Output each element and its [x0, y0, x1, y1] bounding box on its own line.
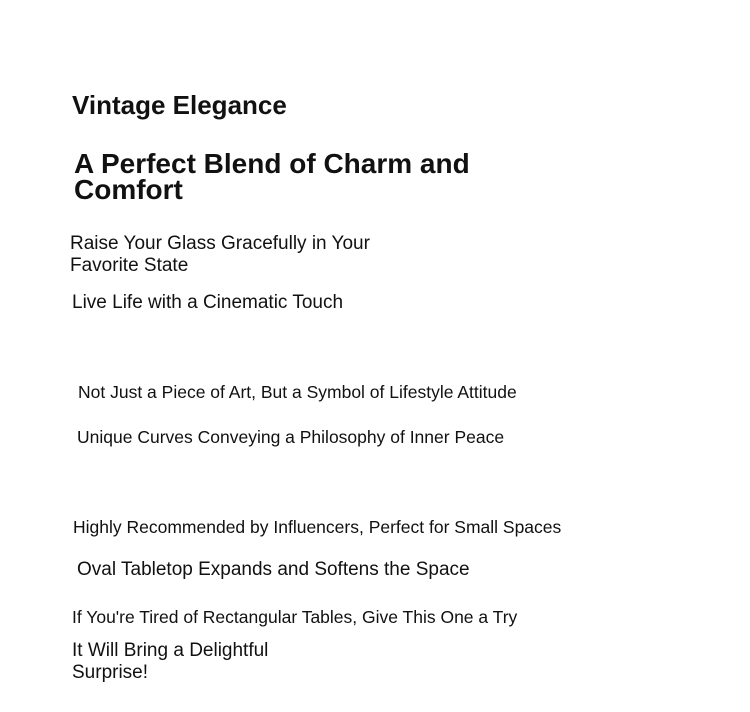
tagline-text: Not Just a Piece of Art, But a Symbol of Lifestyle Attitude	[78, 382, 517, 402]
tagline-text: Raise Your Glass Gracefully in Your Favorite State	[70, 233, 370, 276]
page-subtitle: A Perfect Blend of Charm and Comfort	[74, 148, 470, 205]
page-title: Vintage Elegance	[72, 90, 287, 120]
tagline-text: Oval Tabletop Expands and Softens the Space	[77, 559, 470, 580]
tagline-text: Live Life with a Cinematic Touch	[72, 292, 344, 313]
tagline-text: Highly Recommended by Influencers, Perfect for Small Spaces	[73, 517, 562, 537]
tagline-text: Unique Curves Conveying a Philosophy of Inner Peace	[77, 427, 505, 447]
tagline-text: If You're Tired of Rectangular Tables, Give This One a Try	[72, 607, 518, 627]
tagline-text: It Will Bring a Delightful Surprise!	[72, 640, 269, 683]
